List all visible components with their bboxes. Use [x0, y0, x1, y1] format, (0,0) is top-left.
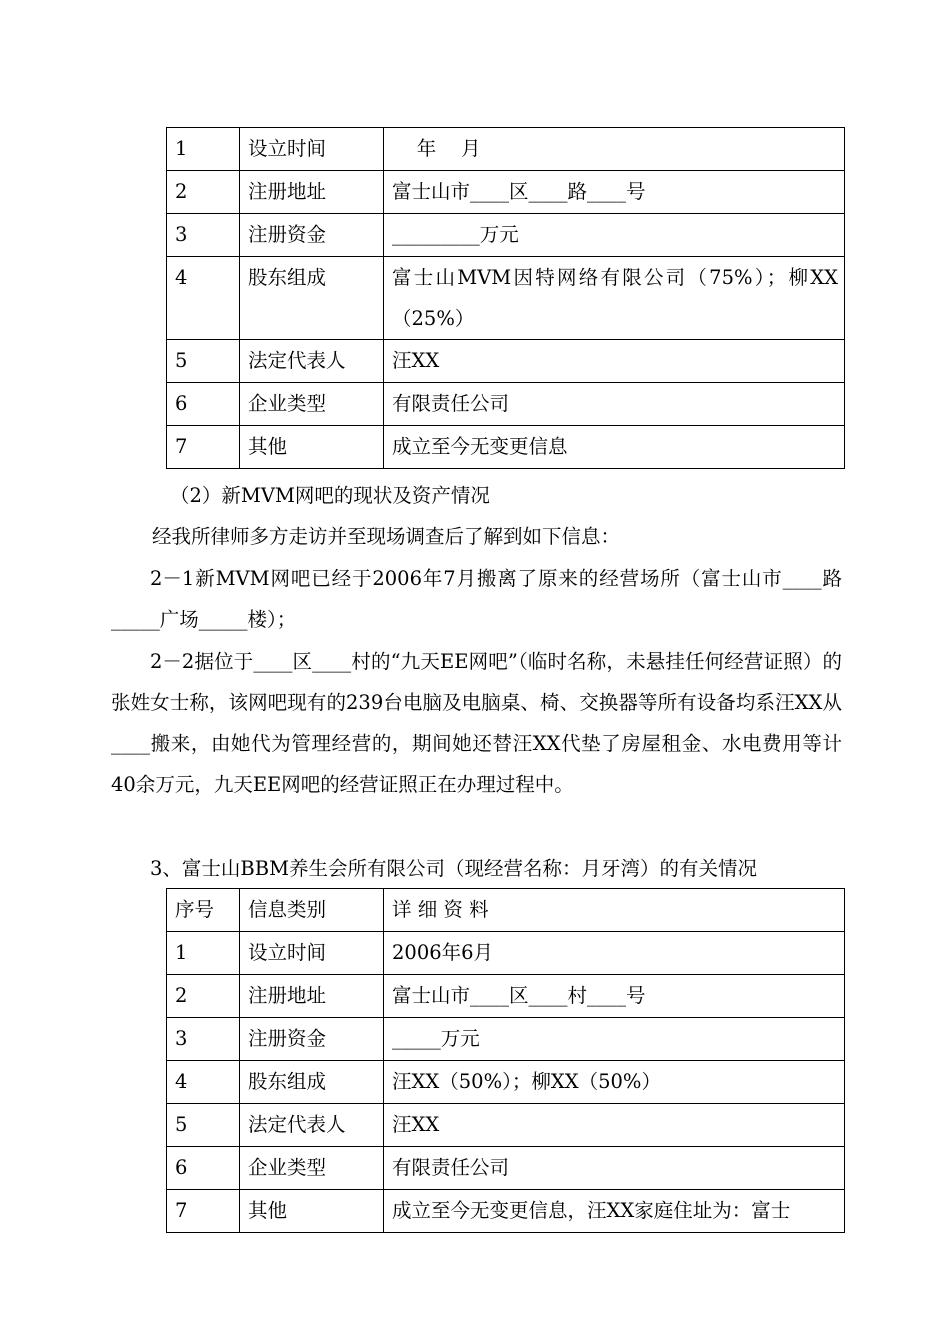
table-row [167, 975, 845, 1018]
row-number: 2 [167, 975, 240, 1018]
row-number: 7 [167, 426, 240, 469]
table-row [167, 932, 845, 975]
row-number: 6 [167, 1147, 240, 1190]
table-header-row [167, 889, 845, 932]
info-category: 法定代表人 [240, 340, 384, 383]
row-number: 1 [167, 932, 240, 975]
info-category: 注册资金 [240, 1018, 384, 1061]
row-number: 3 [167, 214, 240, 257]
info-detail: 年 月 [384, 128, 845, 171]
info-category: 其他 [240, 1190, 384, 1233]
info-detail: 富士山市____区____路____号 [384, 171, 845, 214]
table-row [167, 214, 845, 257]
table-row [167, 128, 845, 171]
table-row [167, 257, 845, 340]
info-detail: 成立至今无变更信息 [384, 426, 845, 469]
table-row [167, 383, 845, 426]
info-category: 注册地址 [240, 975, 384, 1018]
info-detail: 有限责任公司 [384, 1147, 845, 1190]
table-row [167, 1147, 845, 1190]
row-number: 3 [167, 1018, 240, 1061]
table-row [167, 1104, 845, 1147]
section-heading: （2）新MVM网吧的现状及资产情况 [170, 484, 490, 507]
info-detail: 汪XX [384, 1104, 845, 1147]
company-info-table-1 [166, 127, 845, 469]
info-detail: 汪XX [384, 340, 845, 383]
table-row [167, 1190, 845, 1233]
table-row [167, 340, 845, 383]
table-row [167, 1018, 845, 1061]
section-heading: 3、富士山BBM养生会所有限公司（现经营名称：月牙湾）的有关情况 [150, 857, 758, 880]
info-detail: 2006年6月 [384, 932, 845, 975]
info-category: 注册地址 [240, 171, 384, 214]
info-category: 注册资金 [240, 214, 384, 257]
column-header-detail: 详 细 资 料 [384, 889, 845, 932]
table-row [167, 171, 845, 214]
row-number: 4 [167, 257, 240, 340]
paragraph-intro [150, 516, 842, 557]
column-header-category: 信息类别 [240, 889, 384, 932]
row-number: 2 [167, 171, 240, 214]
row-number: 5 [167, 340, 240, 383]
info-detail: _____万元 [384, 1018, 845, 1061]
info-detail: 富士山MVM因特网络有限公司（75%）；柳XX（25%） [384, 257, 845, 340]
row-number: 4 [167, 1061, 240, 1104]
info-category: 企业类型 [240, 1147, 384, 1190]
column-header-no: 序号 [167, 889, 240, 932]
row-number: 6 [167, 383, 240, 426]
table-row [167, 1061, 845, 1104]
paragraph-intro-text: 经我所律师多方走访并至现场调查后了解到如下信息： [152, 525, 621, 548]
row-number: 1 [167, 128, 240, 171]
info-category: 法定代表人 [240, 1104, 384, 1147]
row-number: 5 [167, 1104, 240, 1147]
info-detail: 汪XX（50%）；柳XX（50%） [384, 1061, 845, 1104]
info-detail: 有限责任公司 [384, 383, 845, 426]
table-row [167, 426, 845, 469]
row-number: 7 [167, 1190, 240, 1233]
info-detail: _________万元 [384, 214, 845, 257]
info-category: 其他 [240, 426, 384, 469]
info-category: 股东组成 [240, 257, 384, 340]
info-detail: 富士山市____区____村____号 [384, 975, 845, 1018]
info-category: 股东组成 [240, 1061, 384, 1104]
info-category: 企业类型 [240, 383, 384, 426]
info-category: 设立时间 [240, 932, 384, 975]
info-category: 设立时间 [240, 128, 384, 171]
info-detail: 成立至今无变更信息，汪XX家庭住址为：富士 [384, 1190, 845, 1233]
paragraph-2-1: 2－1新MVM网吧已经于2006年7月搬离了原来的经营场所（富士山市____路_____广场_____楼）； [111, 567, 842, 631]
company-info-table-2 [166, 888, 845, 1233]
paragraph-2-2: 2－2据位于____区____村的“九天EE网吧”（临时名称，未悬挂任何经营证照）的张姓女士称，该网吧现有的239台电脑及电脑桌、椅、交换器等所有设备均系汪XX从____搬来，由她代为管理经营的，期间她还替汪XX代垫了房屋租金、水电费用等计40余万元，九天EE网吧的经营证照正在办理过程中。 [111, 650, 842, 796]
